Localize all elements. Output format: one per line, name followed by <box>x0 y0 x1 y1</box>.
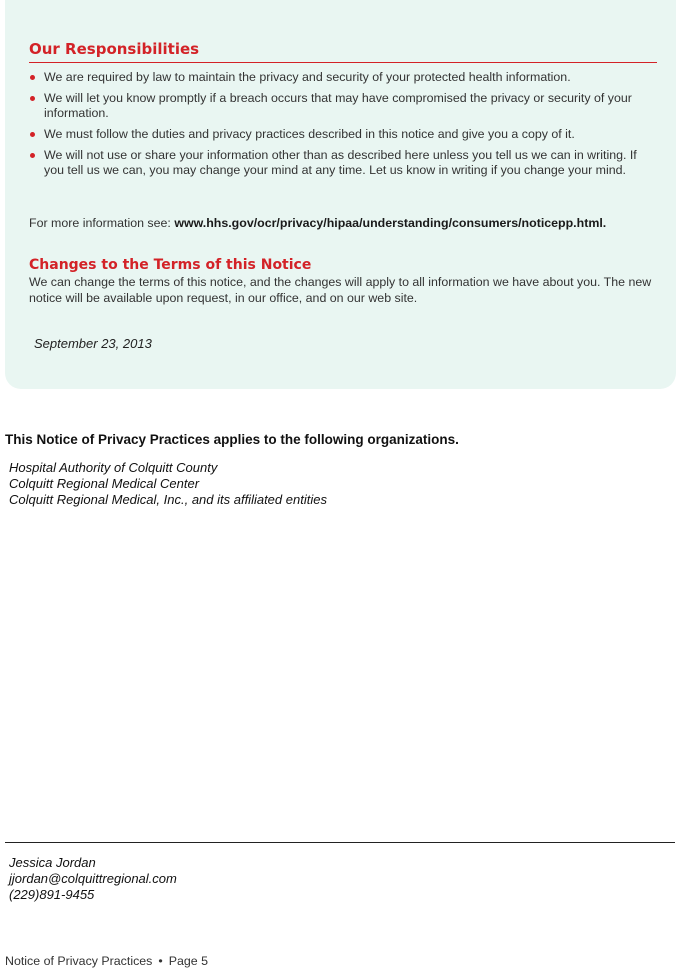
contact-phone: (229)891-9455 <box>9 887 95 902</box>
list-item <box>29 148 659 178</box>
bullet-icon <box>30 96 35 101</box>
organizations-list <box>9 460 327 508</box>
responsibilities-list <box>29 70 659 184</box>
contact-email[interactable]: jjordan@colquittregional.com <box>9 871 177 886</box>
footer-doc-title: Notice of Privacy Practices <box>5 954 153 968</box>
contact-name: Jessica Jordan <box>9 855 96 870</box>
organizations-heading: This Notice of Privacy Practices applies to the following organizations. <box>5 432 459 447</box>
section-divider <box>29 62 657 63</box>
responsibilities-panel <box>5 0 676 389</box>
bullet-icon <box>30 75 35 80</box>
list-item-text: We must follow the duties and privacy practices described in this notice and give you a copy of it. <box>44 127 575 141</box>
contact-block <box>9 855 177 903</box>
more-info <box>29 216 606 230</box>
bullet-icon <box>30 153 35 158</box>
list-item-text: We will not use or share your information other than as described here unless you tell us we can in writing. If you tell us we can, you may change your mind at any time. Let us know in writing if you change your mind. <box>44 148 637 177</box>
more-info-label: For more information see: <box>29 216 171 230</box>
page-footer <box>5 954 208 968</box>
list-item: Colquitt Regional Medical Center <box>9 476 200 491</box>
page-number: Page 5 <box>168 954 208 968</box>
list-item <box>29 127 659 142</box>
list-item <box>29 70 659 85</box>
list-item-text: We are required by law to maintain the privacy and security of your protected health information. <box>44 70 571 84</box>
more-info-link[interactable]: www.hhs.gov/ocr/privacy/hipaa/understanding/consumers/noticepp.html. <box>174 216 607 230</box>
footer-separator: • <box>158 954 163 968</box>
changes-body: We can change the terms of this notice, and the changes will apply to all information we have about you. The new notice will be available upon request, in our office, and on our web site. <box>29 275 652 305</box>
list-item <box>29 91 659 121</box>
contact-divider <box>5 842 675 843</box>
bullet-icon <box>30 132 35 137</box>
effective-date: September 23, 2013 <box>34 336 152 351</box>
responsibilities-title: Our Responsibilities <box>29 40 200 58</box>
list-item: Colquitt Regional Medical, Inc., and its affiliated entities <box>9 492 327 507</box>
list-item: Hospital Authority of Colquitt County <box>9 460 218 475</box>
list-item-text: We will let you know promptly if a breach occurs that may have compromised the privacy or security of your information. <box>44 91 632 120</box>
changes-title: Changes to the Terms of this Notice <box>29 257 312 273</box>
